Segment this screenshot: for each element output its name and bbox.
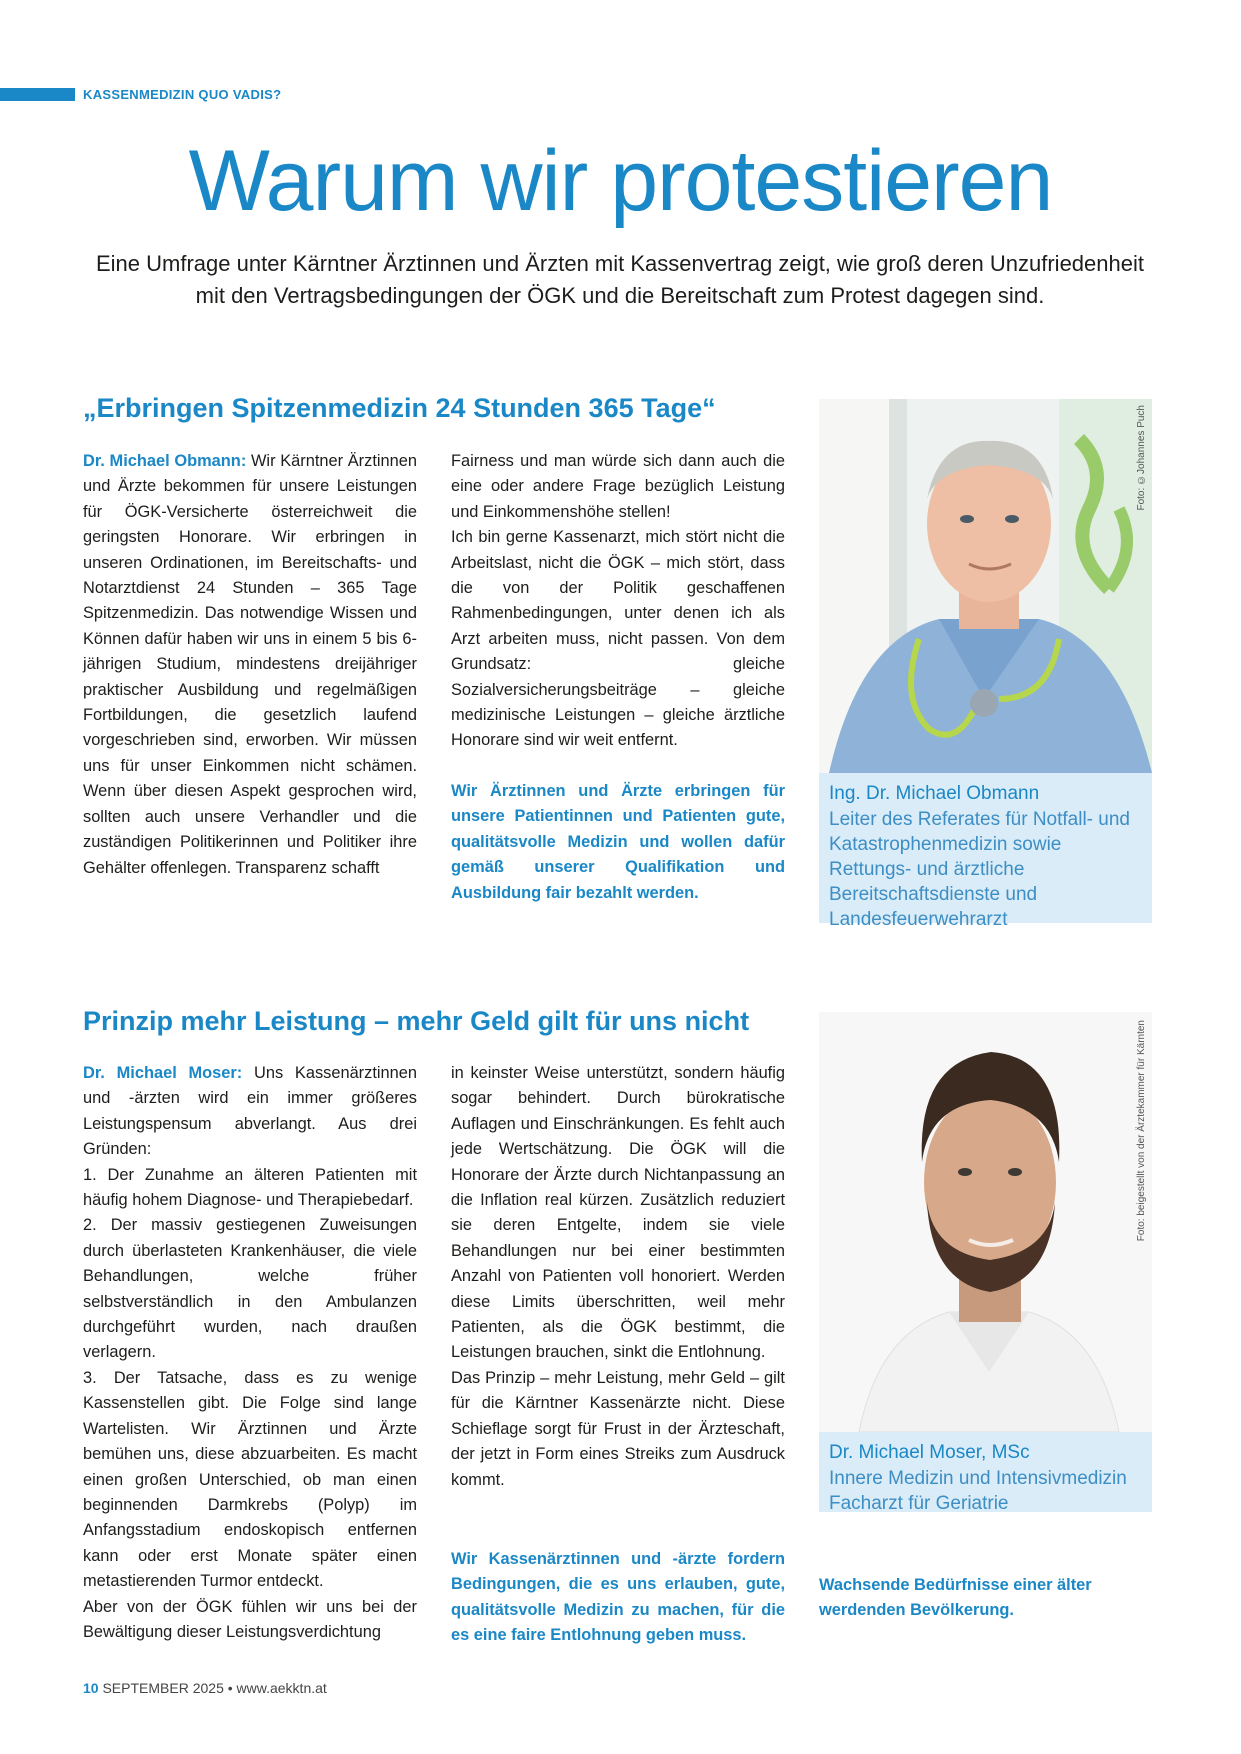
article2-column2 — [451, 1061, 785, 1493]
caption-obmann — [819, 773, 1152, 930]
portrait-photo-moser — [819, 1012, 1152, 1432]
article1-col2-p2: Ich bin gerne Kassenarzt, mich stört nicht die Arbeitslast, nicht die ÖGK – mich stört, dass die von der Politik geschaffenen Rahmenbedingungen, unter denen ich als Arzt arbeiten muss, nicht passen. Von dem Grundsatz: gleiche Sozialversicherungsbeiträge – gleiche medizinische Leistungen – gleiche ärztliche Honorare sind wir weit entfernt. — [451, 528, 785, 750]
article1-column1 — [83, 449, 417, 881]
portrait-photo-obmann — [819, 399, 1152, 773]
article1-col2-p1: Fairness und man würde sich dann auch die eine oder andere Frage bezüglich Leistung und Einkommenshöhe stellen! — [451, 452, 785, 521]
article2-col1-p3: 2. Der massiv gestiegenen Zuweisungen durch überlasteten Krankenhäuser, die viele Behandlungen, welche früher selbstverständlich in den Ambulanzen durchgeführt wurden, nach draußen verlagern. — [83, 1216, 417, 1362]
article2-col1-p1: Uns Kassenärztinnen und -ärzten wird ein immer größeres Leistungspensum abverlangt. Aus drei Gründen: — [83, 1064, 417, 1159]
caption-name: Ing. Dr. Michael Obmann — [829, 783, 1040, 804]
article2-col1-p4: 3. Der Tatsache, dass es zu wenige Kassenstellen gibt. Die Folge sind lange Wartelisten. Wir Ärztinnen und Ärzte bemühen uns, diese abzuarbeiten. Es macht einen großen Unterschied, ob man einen beginnenden Darmkrebs (Polyp) im Anfangsstadium endoskopisch entfernen kann oder erst Monate später einen metastierenden Turmor entdeckt. — [83, 1368, 417, 1591]
page-title: Warum wir protestieren — [188, 133, 1053, 229]
caption-name: Dr. Michael Moser, MSc — [829, 1442, 1030, 1463]
article2-col2-p2: Das Prinzip – mehr Leistung, mehr Geld – gilt für die Kärntner Kassenärzte nicht. Diese Schieflage sorgt für Frust in der Ärzteschaft, der jetzt in Form eines Streiks zum Ausdruck kommt. — [451, 1368, 785, 1489]
photo-credit-moser: Foto: beigestellt von der Ärztekammer für Kärnten — [1136, 1020, 1147, 1242]
caption-moser — [819, 1432, 1152, 1512]
side-pullquote: Wachsende Bedürfnisse einer älter werdenden Bevölkerung. — [819, 1576, 1092, 1620]
photo-credit-obmann: Foto: ©Johannes Puch — [1136, 405, 1147, 511]
issue-and-website: SEPTEMBER 2025 • www.aekktn.at — [102, 1680, 327, 1696]
article1-author: Dr. Michael Obmann: — [83, 452, 247, 470]
article2-col1-p5: Aber von der ÖGK fühlen wir uns bei der Bewältigung dieser Leistungsverdichtung — [83, 1597, 417, 1641]
article2-heading: Prinzip mehr Leistung – mehr Geld gilt für uns nicht — [83, 1006, 750, 1036]
kicker-bar — [0, 88, 75, 101]
page-footer — [83, 1680, 327, 1696]
article2-pullquote: Wir Kassenärztinnen und -ärzte fordern Bedingungen, die es uns erlauben, gute, qualitätsvolle Medizin zu machen, für die es eine faire Entlohnung geben muss. — [451, 1550, 785, 1645]
article1-col1-text: Wir Kärntner Ärztinnen und Ärzte bekommen für unsere Leistungen für ÖGK-Versicherte österreichweit die geringsten Honorare. Wir erbringen in unseren Ordinationen, im Bereitschafts- und Notarztdienst 24 Stunden – 365 Tage Spitzenmedizin. Das notwendige Wissen und Können dafür haben wir uns in einem 5 bis 6-jährigen Studium, mindestens dreijähriger praktischer Ausbildung und regelmäßigen Fortbildungen, die gesetzlich laufend vorgeschrieben sind, erworben. Wir müssen uns für unser Einkommen nicht schämen. Wenn über diesen Aspekt gesprochen wird, sollten auch unsere Verhandler und die zuständigen Politikerinnen und Politiker ihre Gehälter offenlegen. Transparenz schafft — [83, 452, 417, 877]
caption-role: Innere Medizin und Intensivmedizin Facharzt für Geriatrie — [829, 1468, 1127, 1514]
article2-col2-p1: in keinster Weise unterstützt, sondern häufig sogar behindert. Durch bürokratische Auflagen und Einschränkungen. Es fehlt auch jede Wertschätzung. Die ÖGK will die Honorare der Ärzte durch Nichtanpassung an die Inflation real kürzen. Zusätzlich reduziert sie deren Entgelte, indem sie viele Behandlungen nur bei einer bestimmten Anzahl von Patienten voll honoriert. Werden diese Limits überschritten, weil mehr Patienten, als die ÖGK bestimmt, die Leistungen brauchen, sinkt die Entlohnung. — [451, 1064, 785, 1362]
lead-paragraph: Eine Umfrage unter Kärntner Ärztinnen und Ärzten mit Kassenvertrag zeigt, wie groß deren Unzufriedenheit mit den Vertragsbedingungen der ÖGK und die Bereitschaft zum Protest dagegen sind. — [96, 251, 1144, 308]
article1-pullquote: Wir Ärztinnen und Ärzte erbringen für unsere Patientinnen und Patienten gute, qualitätsvolle Medizin und wollen dafür gemäß unserer Qualifikation und Ausbildung fair bezahlt werden. — [451, 782, 785, 902]
article1-column2 — [451, 449, 785, 754]
caption-role: Leiter des Referates für Notfall- und Katastrophenmedizin sowie Rettungs- und ärztliche Bereitschaftsdienste und Landesfeuerwehrarzt — [829, 809, 1130, 930]
article2-col1-p2: 1. Der Zunahme an älteren Patienten mit häufig hohem Diagnose- und Therapiebedarf. — [83, 1165, 417, 1210]
article2-author: Dr. Michael Moser: — [83, 1064, 243, 1082]
section-kicker: KASSENMEDIZIN QUO VADIS? — [83, 87, 282, 102]
article2-column1 — [83, 1061, 417, 1645]
page-number: 10 — [83, 1680, 99, 1696]
article1-heading: „Erbringen Spitzenmedizin 24 Stunden 365 Tage“ — [83, 393, 716, 423]
